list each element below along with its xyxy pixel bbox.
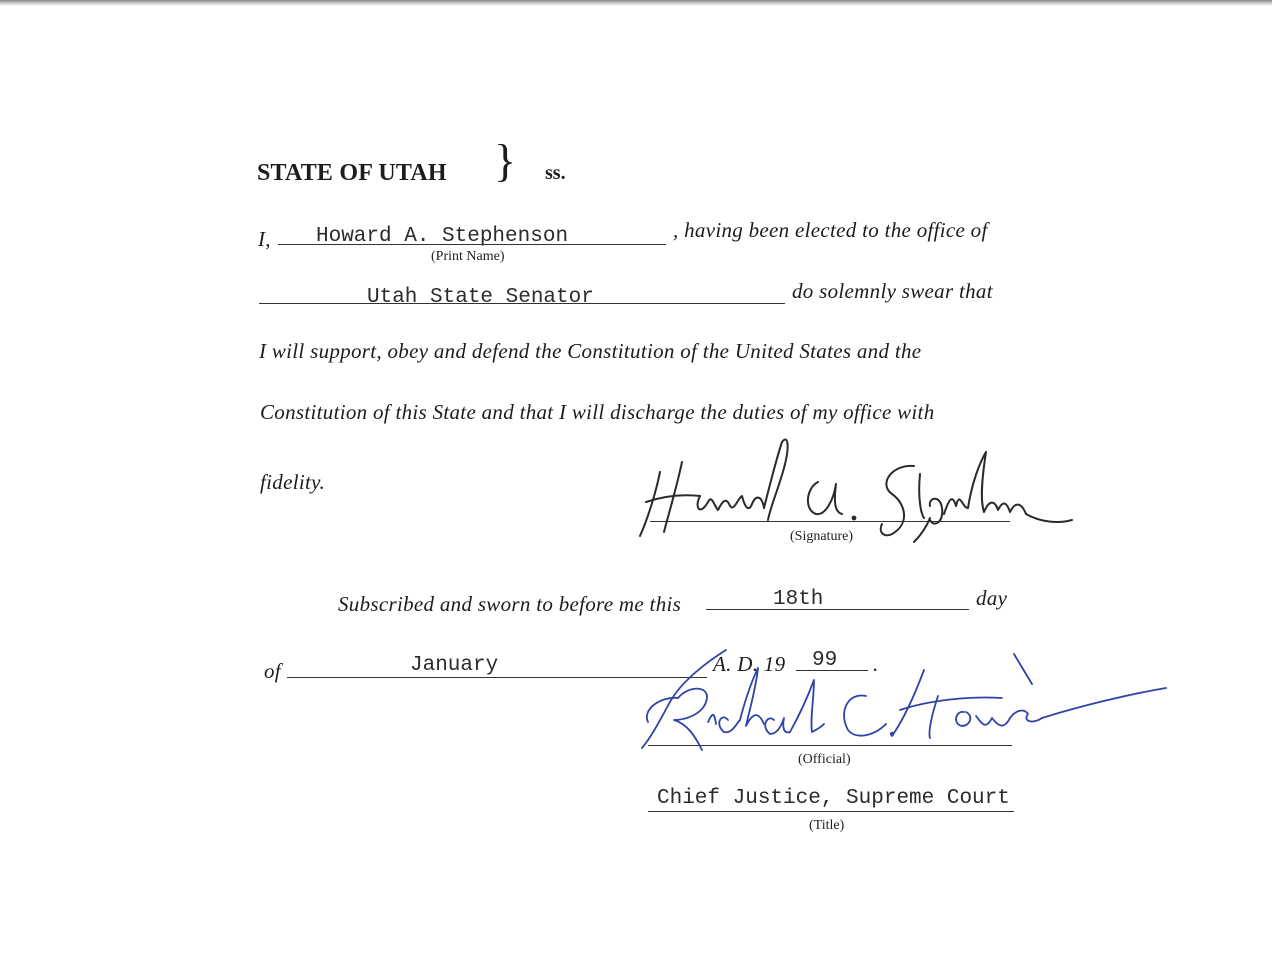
venue-brace: } [494, 135, 517, 186]
day-word: day [976, 586, 1008, 610]
oath-line-1: I will support, obey and defend the Constitution of the United States and the [259, 339, 922, 363]
solemnly-swear-text: do solemnly swear that [792, 279, 993, 303]
scan-edge-shadow [0, 0, 1272, 6]
oath-line-3: fidelity. [260, 470, 326, 494]
month-value: January [410, 654, 499, 677]
anno-domini-text: A. D. 19 [713, 652, 786, 676]
title-caption: (Title) [809, 818, 845, 833]
of-word: of [264, 659, 281, 683]
having-been-elected-text: , having been elected to the office of [673, 218, 988, 242]
official-signature [630, 640, 1170, 760]
period: . [873, 652, 879, 676]
subscribed-text: Subscribed and sworn to before me this [338, 592, 682, 616]
day-value: 18th [773, 588, 824, 611]
print-name-caption: (Print Name) [431, 249, 505, 264]
office-value: Utah State Senator [367, 286, 594, 309]
oath-intro-i: I, [258, 227, 271, 251]
office-line [259, 303, 785, 304]
year-value: 99 [812, 649, 838, 672]
printed-name-line [278, 244, 666, 245]
official-caption: (Official) [798, 752, 851, 767]
day-line [706, 609, 969, 610]
printed-name-value: Howard A. Stephenson [316, 225, 569, 248]
signature-caption: (Signature) [790, 529, 853, 544]
state-heading: STATE OF UTAH [257, 160, 447, 186]
ss-abbreviation: ss. [545, 162, 566, 184]
title-line [648, 811, 1014, 812]
title-value: Chief Justice, Supreme Court [657, 787, 1010, 810]
oath-line-2: Constitution of this State and that I will discharge the duties of my office with [260, 400, 935, 424]
signer-signature [630, 432, 1080, 544]
